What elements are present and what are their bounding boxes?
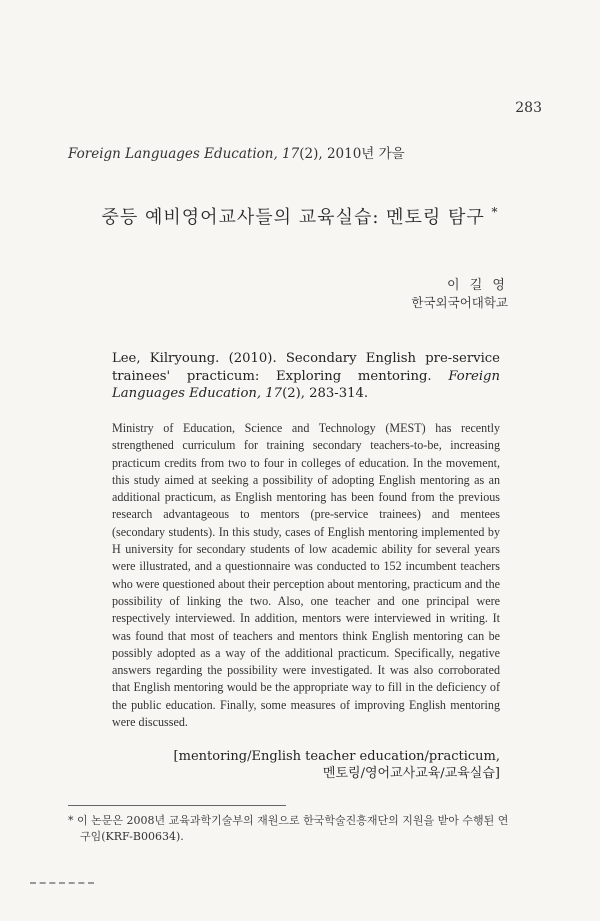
journal-volume: 17: [282, 146, 300, 162]
scan-mark: [30, 882, 94, 886]
citation-tail: (2), 283-314.: [282, 386, 369, 401]
journal-header: [68, 142, 405, 162]
paper-title-text: 중등 예비영어교사들의 교육실습: 멘토링 탐구: [101, 207, 485, 228]
keywords: [174, 748, 500, 782]
page-number: 283: [515, 100, 542, 116]
footnote: [68, 813, 550, 845]
author-name: 이 길 영: [447, 278, 508, 293]
journal-issue: (2), 2010년 가을: [299, 146, 405, 162]
footnote-divider: [68, 805, 286, 806]
citation-journal: Foreign Languages Education,: [112, 368, 500, 401]
paper-title: [0, 203, 600, 229]
author-affiliation: 한국외국어대학교: [411, 295, 508, 310]
keywords-korean: 멘토링/영어교사교육/교육실습]: [322, 766, 500, 781]
citation-lead: Lee, Kilryoung. (2010). Secondary English pre-service trainees' practicum: Exploring mentoring.: [112, 351, 500, 384]
title-footnote-mark: *: [491, 205, 499, 219]
journal-name: Foreign Languages Education,: [68, 146, 278, 162]
citation: [112, 350, 500, 403]
footnote-line-1: * 이 논문은 2008년 교육과학기술부의 재원으로 한국학술진흥재단의 지원을 받아 수행된 연: [68, 814, 509, 827]
keywords-english: [mentoring/English teacher education/practicum,: [173, 749, 500, 764]
abstract: Ministry of Education, Science and Technology (MEST) has recently strengthened curriculum for training secondary teachers-to-be, increasing practicum credits from two to four in colleges of education. In the movement, this study aimed at seeking a possibility of adopting English mentoring as an additional practicum, as English mentoring has been found from the previous research advantageous to mentors (pre-service trainees) and mentees (secondary students). In this study, cases of English mentoring implemented by H university for secondary students of low academic ability for several years were illustrated, and a questionnaire was conducted to 152 incumbent teachers who were questioned about their perception about mentoring, practicum and the possibility of linking the two. Also, one teacher and one principal were respectively interviewed. In addition, mentors were interviewed in writing. It was found that most of teachers and mentors think English mentoring can be possibly adopted as a way of the additional practicum. Specifically, negative answers regarding the possibility were investigated. It was also corroborated that English mentoring would be the appropriate way to fill in the deficiency of the public education. Finally, some measures of improving English mentoring were discussed.: [112, 421, 500, 730]
citation-volume: 17: [265, 386, 283, 401]
footnote-line-2: 구임(KRF-B00634).: [80, 830, 184, 843]
